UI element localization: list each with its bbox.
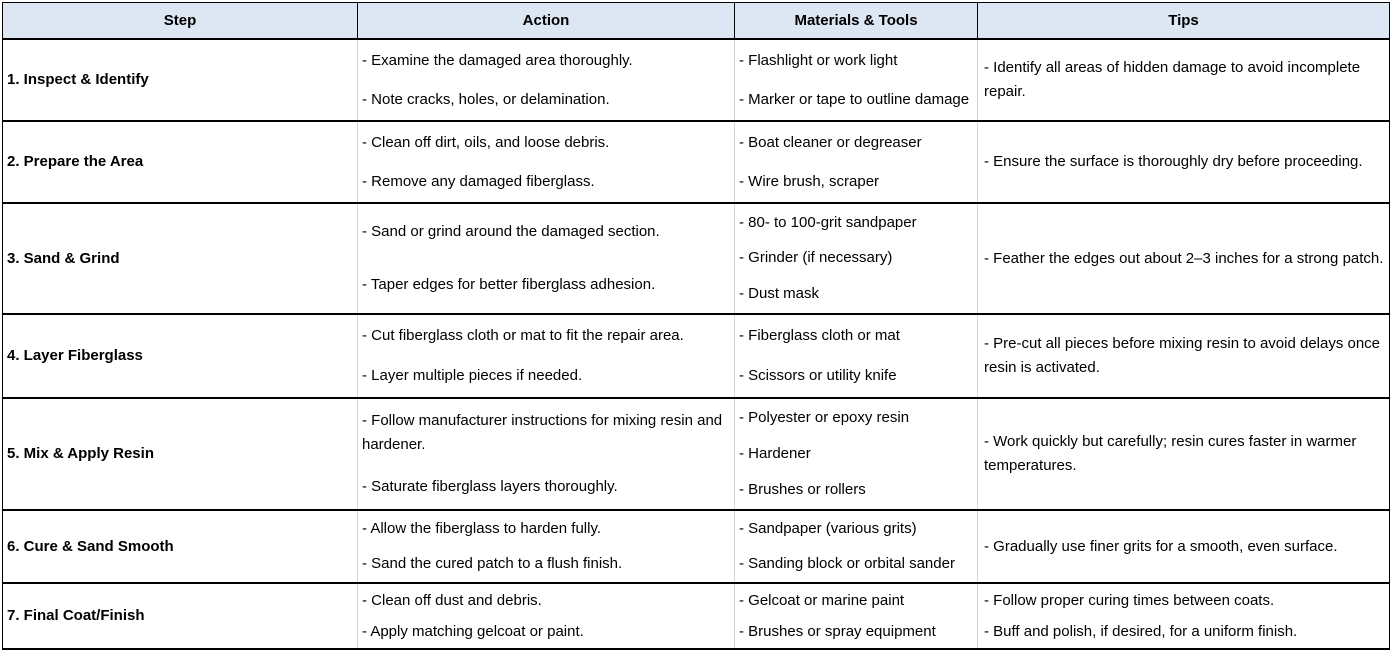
step-cell[interactable]: 5. Mix & Apply Resin — [3, 398, 358, 510]
action-line: - Clean off dust and debris. — [362, 591, 542, 609]
table-row — [3, 203, 1390, 314]
table-row — [3, 314, 1390, 398]
tips-cell-content — [984, 512, 1387, 581]
tips-cell[interactable] — [978, 398, 1390, 510]
tips-cell-content — [984, 400, 1387, 508]
tips-cell[interactable] — [978, 121, 1390, 203]
material-line: - Brushes or spray equipment — [739, 622, 936, 640]
material-line: - 80- to 100-grit sandpaper — [739, 213, 917, 231]
action-cell[interactable] — [358, 398, 735, 510]
tips-cell[interactable] — [978, 583, 1390, 649]
action-cell-content — [362, 512, 732, 581]
tip-line: - Buff and polish, if desired, for a uniform finish. — [984, 622, 1298, 640]
table-row — [3, 121, 1390, 203]
table-row — [3, 39, 1390, 121]
tips-cell[interactable] — [978, 510, 1390, 583]
action-line: - Sand or grind around the damaged section. — [362, 222, 660, 240]
action-line: - Follow manufacturer instructions for mixing resin and hardener. — [362, 412, 723, 453]
action-cell-content — [362, 41, 732, 119]
action-cell[interactable] — [358, 583, 735, 649]
material-line: - Flashlight or work light — [739, 51, 898, 69]
table-body — [3, 39, 1390, 649]
action-cell[interactable] — [358, 39, 735, 121]
action-line: - Saturate fiberglass layers thoroughly. — [362, 478, 618, 495]
tips-cell-content — [984, 316, 1387, 396]
tips-cell[interactable] — [978, 203, 1390, 314]
step-cell[interactable]: 4. Layer Fiberglass — [3, 314, 358, 398]
material-line: - Fiberglass cloth or mat — [739, 327, 900, 344]
material-line: - Sanding block or orbital sander — [739, 554, 955, 572]
header-tips[interactable]: Tips — [978, 3, 1390, 40]
materials-cell-content — [739, 512, 975, 581]
tip-line: - Gradually use finer grits for a smooth, even surface. — [984, 537, 1338, 555]
action-line: - Taper edges for better fiberglass adhesion. — [362, 276, 656, 294]
table-row — [3, 398, 1390, 510]
action-line: - Clean off dirt, oils, and loose debris. — [362, 133, 610, 151]
step-cell[interactable]: 1. Inspect & Identify — [3, 39, 358, 121]
tip-line: - Pre-cut all pieces before mixing resin to avoid delays once resin is activated. — [984, 335, 1381, 376]
materials-cell[interactable] — [735, 314, 978, 398]
tips-cell[interactable] — [978, 39, 1390, 121]
material-line: - Brushes or rollers — [739, 481, 866, 498]
tips-cell-content — [984, 205, 1387, 312]
materials-cell-content — [739, 585, 975, 647]
table-row — [3, 510, 1390, 583]
material-line: - Boat cleaner or degreaser — [739, 133, 922, 151]
header-action[interactable]: Action — [358, 3, 735, 40]
header-materials[interactable]: Materials & Tools — [735, 3, 978, 40]
material-line: - Polyester or epoxy resin — [739, 409, 910, 426]
materials-cell-content — [739, 41, 975, 119]
tip-line: - Ensure the surface is thoroughly dry before proceeding. — [984, 153, 1363, 170]
action-cell-content — [362, 585, 732, 647]
materials-cell-content — [739, 400, 975, 508]
tips-cell[interactable] — [978, 314, 1390, 398]
action-cell[interactable] — [358, 314, 735, 398]
action-line: - Apply matching gelcoat or paint. — [362, 622, 584, 640]
materials-cell[interactable] — [735, 121, 978, 203]
material-line: - Wire brush, scraper — [739, 172, 880, 190]
tips-cell-content — [984, 585, 1387, 647]
action-line: - Cut fiberglass cloth or mat to fit the repair area. — [362, 327, 684, 344]
action-line: - Note cracks, holes, or delamination. — [362, 90, 610, 108]
action-cell[interactable] — [358, 121, 735, 203]
materials-cell-content — [739, 316, 975, 396]
step-cell[interactable]: 7. Final Coat/Finish — [3, 583, 358, 649]
materials-cell[interactable] — [735, 398, 978, 510]
material-line: - Grinder (if necessary) — [739, 249, 893, 267]
step-cell[interactable]: 2. Prepare the Area — [3, 121, 358, 203]
header-row — [3, 3, 1390, 40]
header-step[interactable]: Step — [3, 3, 358, 40]
action-line: - Examine the damaged area thoroughly. — [362, 51, 633, 69]
materials-cell[interactable] — [735, 39, 978, 121]
tip-line: - Feather the edges out about 2–3 inches for a strong patch. — [984, 249, 1384, 267]
tip-line: - Follow proper curing times between coats. — [984, 591, 1275, 609]
repair-steps-table — [2, 2, 1390, 650]
material-line: - Scissors or utility knife — [739, 367, 897, 384]
materials-cell[interactable] — [735, 203, 978, 314]
tips-cell-content — [984, 41, 1387, 119]
action-cell-content — [362, 205, 732, 312]
material-line: - Sandpaper (various grits) — [739, 520, 917, 538]
material-line: - Hardener — [739, 445, 811, 462]
material-line: - Dust mask — [739, 285, 820, 303]
step-cell[interactable]: 3. Sand & Grind — [3, 203, 358, 314]
tip-line: - Identify all areas of hidden damage to avoid incomplete repair. — [984, 59, 1361, 100]
tip-line: - Work quickly but carefully; resin cures faster in warmer temperatures. — [984, 433, 1357, 474]
action-line: - Layer multiple pieces if needed. — [362, 367, 583, 384]
materials-cell-content — [739, 123, 975, 201]
action-cell-content — [362, 316, 732, 396]
action-line: - Remove any damaged fiberglass. — [362, 172, 595, 190]
material-line: - Gelcoat or marine paint — [739, 591, 905, 609]
table-row — [3, 583, 1390, 649]
action-cell-content — [362, 400, 732, 508]
action-line: - Allow the fiberglass to harden fully. — [362, 520, 602, 538]
action-cell[interactable] — [358, 510, 735, 583]
tips-cell-content — [984, 123, 1387, 201]
action-cell[interactable] — [358, 203, 735, 314]
action-line: - Sand the cured patch to a flush finish. — [362, 554, 623, 572]
materials-cell-content — [739, 205, 975, 312]
material-line: - Marker or tape to outline damage — [739, 90, 970, 108]
materials-cell[interactable] — [735, 583, 978, 649]
materials-cell[interactable] — [735, 510, 978, 583]
action-cell-content — [362, 123, 732, 201]
step-cell[interactable]: 6. Cure & Sand Smooth — [3, 510, 358, 583]
